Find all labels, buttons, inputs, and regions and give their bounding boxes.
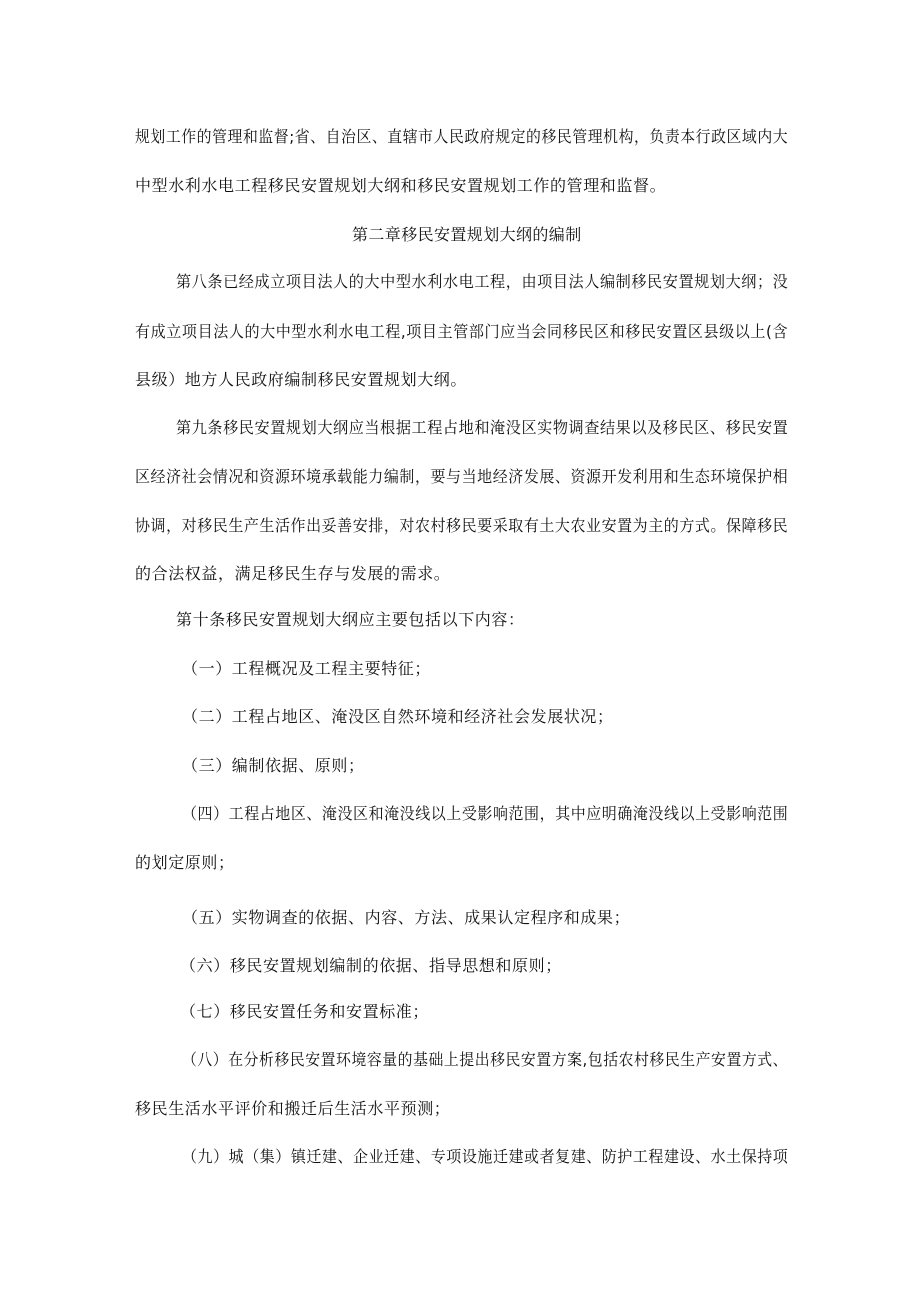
text-line: 第十条移民安置规划大纲应主要包括以下内容：: [176, 610, 525, 629]
list-item: （二）工程占地区、淹没区自然环境和经济社会发展状况；: [182, 707, 614, 726]
list-item: （九）城（集）镇迁建、企业迁建、专项设施迁建或者复建、防护工程建设、水土保持项: [182, 1147, 789, 1166]
list-item: （七）移民安置任务和安置标准；: [180, 1002, 430, 1021]
list-item: （八）在分析移民安置环境容量的基础上提出移民安置方案,包括农村移民生产安置方式、: [182, 1050, 789, 1069]
list-item: （六）移民安置规划编制的依据、指导思想和原则；: [180, 956, 562, 975]
chapter-heading: 第二章移民安置规划大纲的编制: [352, 225, 582, 244]
text-line: 的划定原则；: [135, 853, 235, 872]
list-item: （一）工程概况及工程主要特征；: [182, 659, 432, 678]
text-line: 的合法权益，满足移民生存与发展的需求。: [135, 564, 451, 583]
text-line: 第八条已经成立项目法人的大中型水利水电工程，由项目法人编制移民安置规划大纲；没: [176, 272, 789, 291]
text-line: 中型水利水电工程移民安置规划大纲和移民安置规划工作的管理和监督。: [135, 176, 667, 195]
text-line: 移民生活水平评价和搬迁后生活水平预测；: [135, 1099, 451, 1118]
text-line: 有成立项目法人的大中型水利水电工程,项目主管部门应当会同移民区和移民安置区县级以上(含: [135, 322, 789, 341]
text-line: 第九条移民安置规划大纲应当根据工程占地和淹没区实物调查结果以及移民区、移民安置: [176, 418, 789, 437]
text-line: 区经济社会情况和资源环境承载能力编制，要与当地经济发展、资源开发利用和生态环境保护相: [135, 467, 789, 486]
text-line: 规划工作的管理和监督;省、自治区、直辖市人民政府规定的移民管理机构，负责本行政区域内大: [135, 127, 789, 146]
list-item: （三）编制依据、原则；: [182, 756, 365, 775]
text-line: 县级）地方人民政府编制移民安置规划大纲。: [135, 370, 468, 389]
text-line: 协调，对移民生产生活作出妥善安排，对农村移民要采取有土大农业安置为主的方式。保障移民: [135, 516, 789, 535]
list-item: （四）工程占地区、淹没区和淹没线以上受影响范围，其中应明确淹没线以上受影响范围: [182, 804, 789, 823]
list-item: （五）实物调查的依据、内容、方法、成果认定程序和成果；: [182, 908, 631, 927]
